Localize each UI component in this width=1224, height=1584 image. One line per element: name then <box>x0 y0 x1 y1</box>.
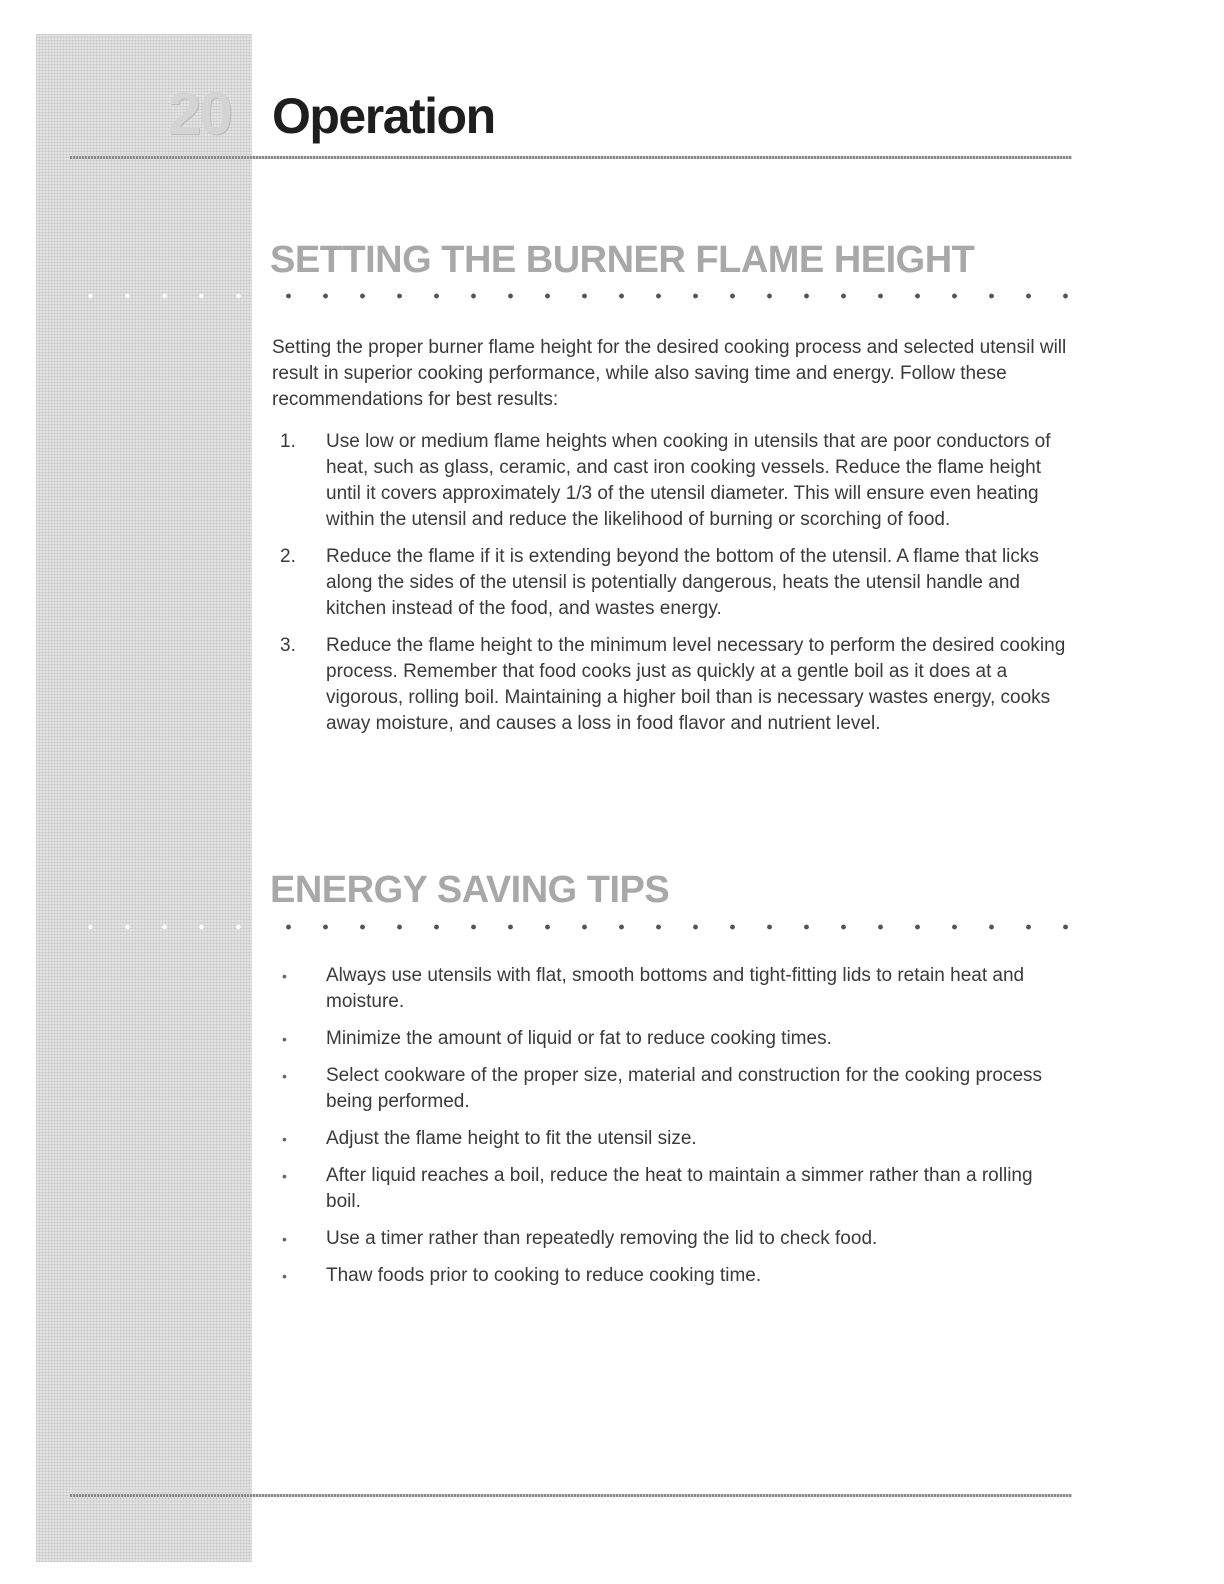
bullet-icon: • <box>282 1231 287 1247</box>
bullet-icon: • <box>282 1031 287 1047</box>
sidebar-panel <box>36 34 252 1562</box>
bullet-icon: • <box>282 1268 287 1284</box>
heading-dots-1 <box>270 292 1070 300</box>
list-marker: 3. <box>280 635 296 656</box>
list-item <box>272 963 1072 1015</box>
list-item-text: Use a timer rather than repeatedly removing the lid to check food. <box>326 1228 878 1249</box>
energy-tips-list <box>272 963 1072 1300</box>
footer-rule <box>70 1494 1072 1497</box>
list-item-text: Adjust the flame height to fit the utensil size. <box>326 1128 697 1149</box>
list-item-text: Always use utensils with flat, smooth bottoms and tight-fitting lids to retain heat and moisture. <box>326 965 1025 1012</box>
list-item-text: Thaw foods prior to cooking to reduce cooking time. <box>326 1265 762 1286</box>
list-item <box>272 544 1072 622</box>
page-number: 20 <box>168 80 231 147</box>
list-marker: 2. <box>280 546 296 567</box>
page-title: Operation <box>272 88 495 144</box>
bullet-icon: • <box>282 1068 287 1084</box>
bullet-icon: • <box>282 1131 287 1147</box>
list-marker: 1. <box>280 431 296 452</box>
list-item <box>272 429 1072 533</box>
list-item-text: Use low or medium flame heights when cooking in utensils that are poor conductors of heat, such as glass, ceramic, and cast iron cooking vessels. Reduce the flame height until it covers approximately 1/3 of the utensil diameter. This will ensure even heating within the utensil and reduce the likelihood of burning or scorching of food. <box>326 431 1051 530</box>
section-heading-flame-height: SETTING THE BURNER FLAME HEIGHT <box>270 239 975 281</box>
sidebar-dots-2 <box>72 924 248 930</box>
list-item-text: After liquid reaches a boil, reduce the heat to maintain a simmer rather than a rolling boil. <box>326 1165 1033 1212</box>
section-heading-energy-tips: ENERGY SAVING TIPS <box>270 869 670 911</box>
header-rule <box>70 156 1072 159</box>
list-item-text: Reduce the flame if it is extending beyond the bottom of the utensil. A flame that licks along the sides of the utensil is potentially dangerous, heats the utensil handle and kitchen instead of the food, and wastes energy. <box>326 546 1039 619</box>
bullet-icon: • <box>282 1168 287 1184</box>
heading-dots-2 <box>270 923 1070 931</box>
list-item <box>272 1263 1072 1289</box>
flame-height-list <box>272 429 1072 748</box>
list-item-text: Minimize the amount of liquid or fat to reduce cooking times. <box>326 1028 832 1049</box>
list-item <box>272 1163 1072 1215</box>
bullet-icon: • <box>282 968 287 984</box>
list-item <box>272 1226 1072 1252</box>
list-item-text: Reduce the flame height to the minimum level necessary to perform the desired cooking process. Remember that food cooks just as quickly at a gentle boil as it does at a vigorous, rolling boil. Maintaining a higher boil than is necessary wastes energy, cooks away moisture, and causes a loss in food flavor and nutrient level. <box>326 635 1066 734</box>
list-item <box>272 1126 1072 1152</box>
list-item <box>272 1063 1072 1115</box>
list-item-text: Select cookware of the proper size, material and construction for the cooking process being performed. <box>326 1065 1043 1112</box>
list-item <box>272 1026 1072 1052</box>
list-item <box>272 633 1072 737</box>
flame-height-intro: Setting the proper burner flame height for the desired cooking process and selected utensil will result in superior cooking performance, while also saving time and energy. Follow these recommendations for best results: <box>272 337 1067 410</box>
sidebar-dots-1 <box>72 293 248 299</box>
